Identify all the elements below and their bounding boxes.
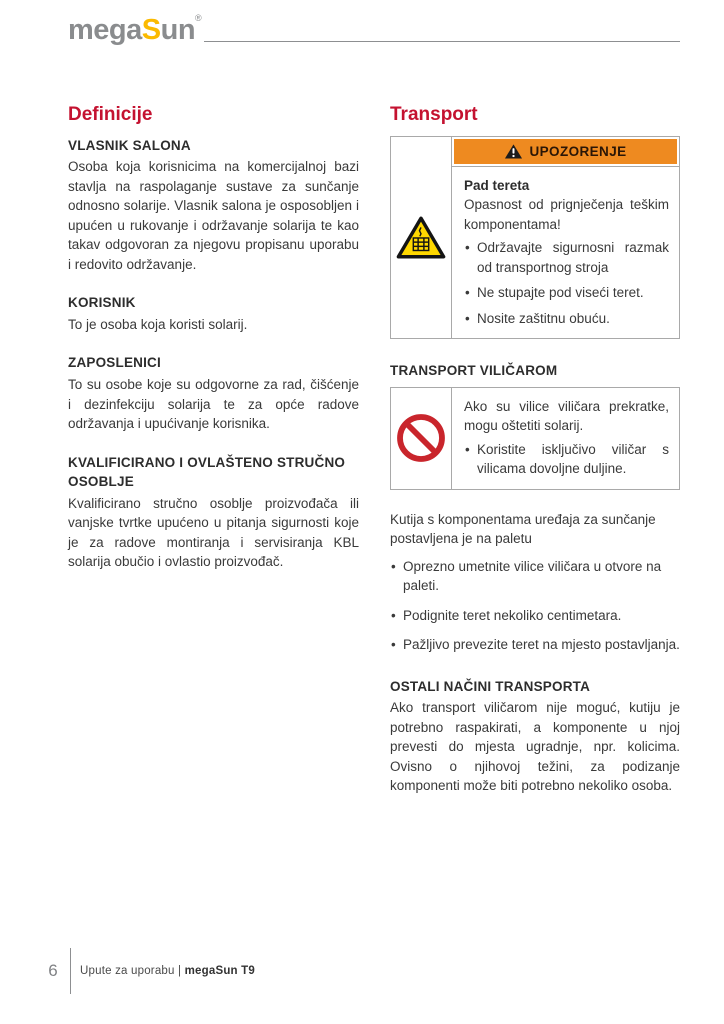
section-body-korisnik: To je osoba koja koristi solarij. [68, 316, 248, 332]
warning-box-icon-cell [391, 137, 452, 339]
pallet-bullet: • Pažljivo prevezite teret na mjesto postavljanja. [390, 635, 680, 655]
warning-bullet: • Održavajte sigurnosni razmak od transportnog stroja [464, 238, 669, 277]
warning-text [452, 167, 679, 339]
logo-text-s: S [141, 14, 161, 46]
forklift-box-body [452, 388, 679, 489]
warning-box-body [452, 137, 679, 339]
transport-column [390, 104, 680, 796]
forklift-heading: TRANSPORT VILIČAROM [390, 363, 558, 379]
forklift-body: Ako su vilice viličara prekratke, mogu oštetiti solarij. [464, 398, 669, 434]
pallet-intro: Kutija s komponentama uređaja za sunčanje postavljena je na paletu [390, 511, 656, 547]
megasun-logo [68, 13, 202, 46]
forklift-bullet-list [464, 440, 669, 479]
page-footer [42, 948, 255, 994]
footer-label: Upute za uporabu | [80, 965, 182, 977]
warning-title: Pad tereta [464, 177, 530, 193]
prohibition-icon [396, 413, 446, 463]
warning-bullet: • Nosite zaštitnu obuću. [464, 309, 669, 329]
warning-header [454, 139, 677, 164]
pallet-bullet-list [390, 557, 680, 655]
transport-title: Transport [390, 104, 478, 125]
other-transport-body: Ako transport viličarom nije moguć, kutiju je potrebno raspakirati, a komponente u njoj prevesti do mjesta ugradnje, npr. kolicima. Ovisno o njihovoj težini, za podizanje komponenti može biti potrebno nekoliko osoba. [390, 700, 680, 794]
logo-text-mega: mega [68, 14, 142, 46]
forklift-text [452, 388, 679, 489]
forklift-bullet: • Koristite isključivo viličar s vilicama dovoljne duljine. [464, 440, 669, 479]
pallet-bullet: • Podignite teret nekoliko centimetara. [390, 606, 680, 626]
registered-mark-icon: ® [195, 13, 202, 23]
section-heading-korisnik: KORISNIK [68, 295, 136, 311]
pallet-bullet: • Oprezno umetnite vilice viličara u otvore na paleti. [390, 557, 680, 596]
suspended-load-icon [396, 215, 446, 260]
definitions-title: Definicije [68, 104, 153, 125]
forklift-notice-box [390, 387, 680, 490]
section-body-zaposlenici: To su osobe koje su odgovorne za rad, čišćenje i dezinfekciju solarija te za opće radove održavanja i upućivanje korisnika. [68, 377, 359, 432]
warning-bullet: • Ne stupajte pod viseći teret. [464, 283, 669, 303]
footer-divider [70, 948, 71, 994]
page-number: 6 [48, 961, 58, 980]
warning-bullet-list [464, 238, 669, 328]
section-heading-vlasnik-salona: VLASNIK SALONA [68, 137, 191, 153]
page-content [68, 104, 680, 796]
warning-body: Opasnost od prignječenja teškim komponentama! [464, 197, 669, 232]
footer-text [80, 965, 255, 977]
page-header [68, 13, 680, 46]
section-body-strucno-osoblje: Kvalificirano stručno osoblje proizvođača ili vanjske tvrtke upućeno u pitanja sigurnosti koje je za radove montiranja i servisiranja KBL solarija obučio i ovlastio proizvođač. [68, 495, 359, 570]
alert-triangle-icon [504, 143, 523, 160]
warning-header-label: UPOZORENJE [529, 143, 627, 159]
header-rule [204, 41, 680, 42]
definitions-column [68, 104, 359, 796]
footer-product: megaSun T9 [184, 965, 256, 977]
section-body-vlasnik-salona: Osoba koja korisnicima na komercijalnoj bazi stavlja na raspolaganje sustave za sunčanje odnosno solarije. Vlasnik salona je osposobljen i upućen u rukovanje i održavanje solarija te kao takav odgovoran za njegovu propisanu uporabu i redovito održavanje. [68, 159, 359, 272]
warning-box [390, 136, 680, 340]
section-heading-zaposlenici: ZAPOSLENICI [68, 355, 161, 371]
warning-header-wrap [452, 137, 679, 167]
section-heading-strucno-osoblje: KVALIFICIRANO I OVLAŠTENO STRUČNO OSOBLJE [68, 454, 346, 490]
other-transport-heading: OSTALI NAČINI TRANSPORTA [390, 678, 591, 694]
logo-text-un: un [160, 14, 196, 46]
forklift-box-icon-cell [391, 388, 452, 489]
